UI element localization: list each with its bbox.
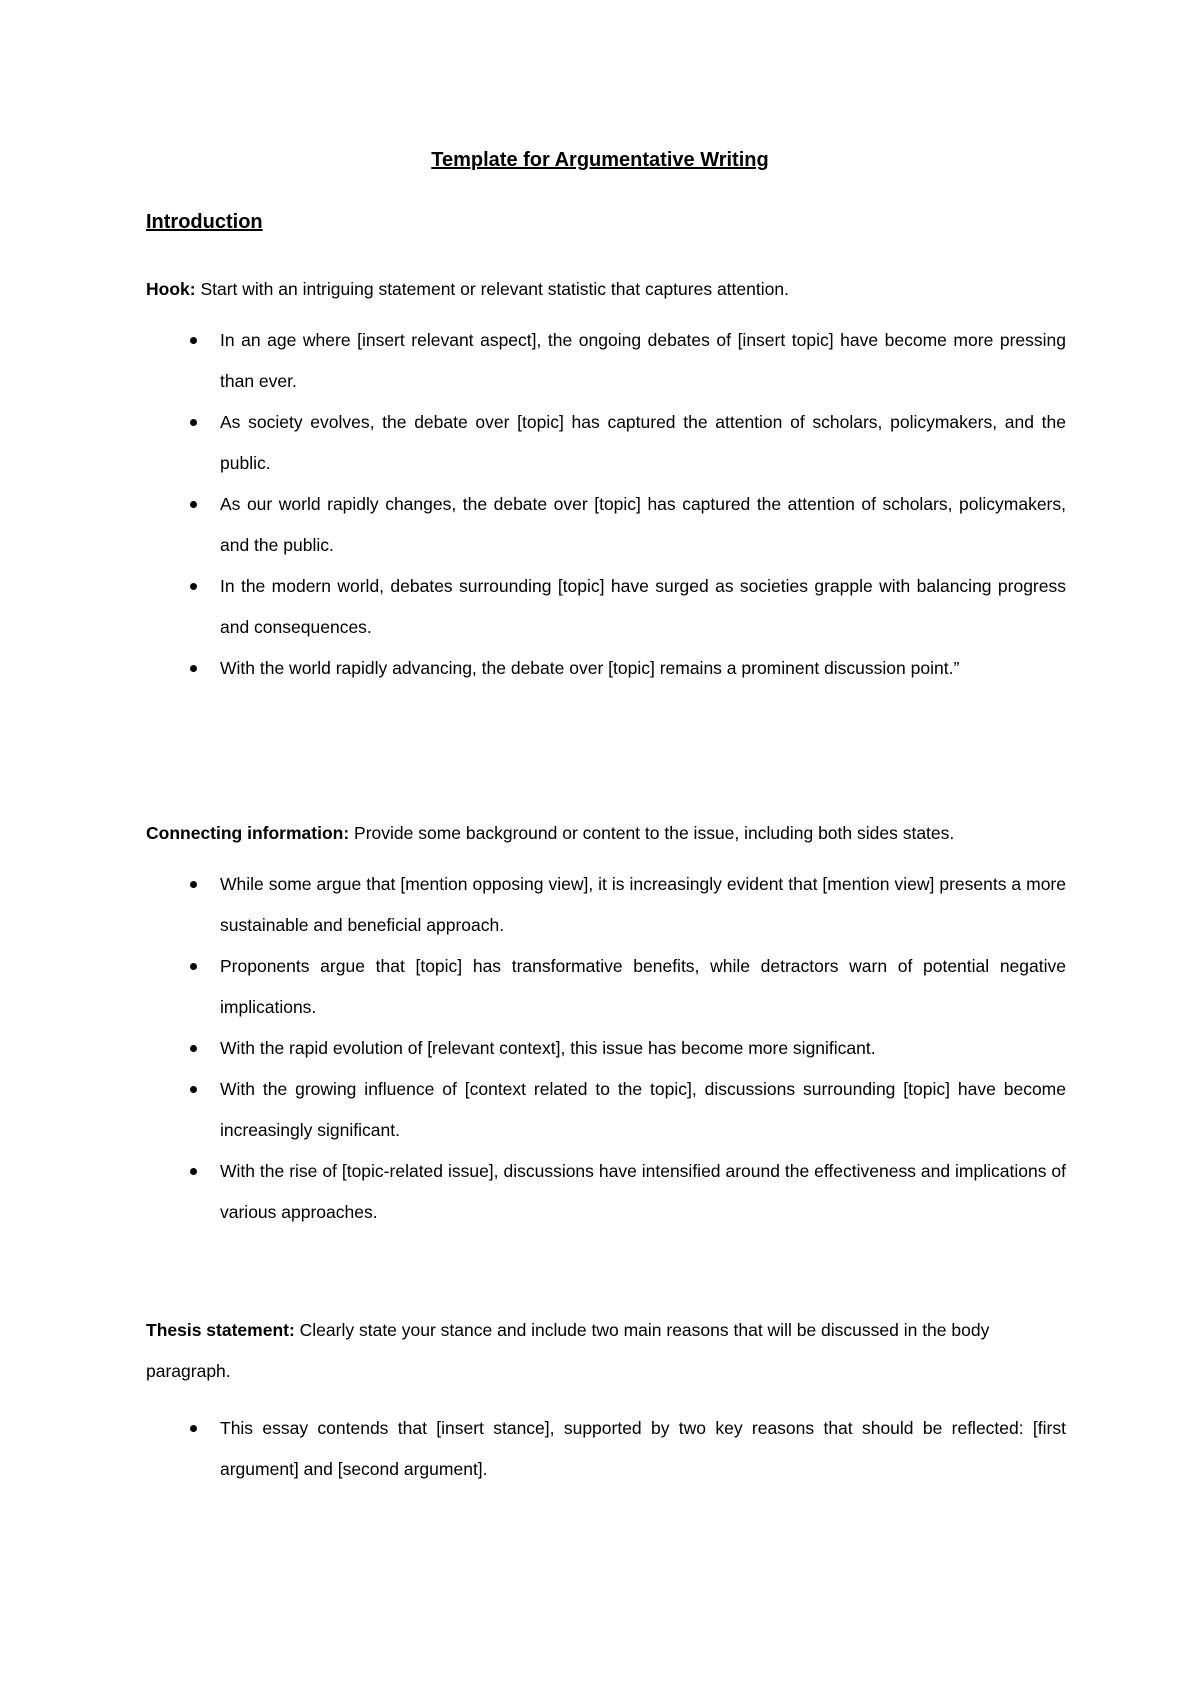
connecting-info-lead: Connecting information: — [146, 823, 350, 843]
bullet-text: With the growing influence of [context related to the topic], discussions surrounding [topic] have become increasingly significant. — [220, 1079, 1066, 1140]
hook-lead: Hook: — [146, 279, 196, 299]
bullet-text: This essay contends that [insert stance], supported by two key reasons that should be reflected: [first argument] and [second argument]. — [220, 1418, 1066, 1479]
thesis-statement-lead: Thesis statement: — [146, 1320, 295, 1340]
thesis-statement-text: Clearly state your stance and include two main reasons that will be discussed in the body paragraph. — [146, 1320, 990, 1381]
list-item — [146, 320, 1066, 402]
list-item — [146, 1028, 1066, 1069]
bullet-text: With the rapid evolution of [relevant context], this issue has become more significant. — [220, 1038, 876, 1058]
bullet-text: In the modern world, debates surrounding [topic] have surged as societies grapple with balancing progress and consequences. — [220, 576, 1066, 637]
bullet-icon — [190, 963, 197, 970]
hook-bullet-list — [146, 320, 1066, 689]
hook-text: Start with an intriguing statement or relevant statistic that captures attention. — [195, 279, 789, 299]
bullet-icon — [190, 1086, 197, 1093]
connecting-info-text: Provide some background or content to the issue, including both sides states. — [349, 823, 955, 843]
section-heading-introduction: Introduction — [146, 211, 263, 233]
bullet-text: In an age where [insert relevant aspect], the ongoing debates of [insert topic] have become more pressing than ever. — [220, 330, 1066, 391]
thesis-bullet-list — [146, 1408, 1066, 1490]
bullet-text: Proponents argue that [topic] has transformative benefits, while detractors warn of potential negative implications. — [220, 956, 1066, 1017]
hook-prompt — [146, 269, 1066, 310]
bullet-text: While some argue that [mention opposing view], it is increasingly evident that [mention view] presents a more sustainable and beneficial approach. — [220, 874, 1066, 935]
document-title: Template for Argumentative Writing — [431, 149, 769, 171]
list-item — [146, 484, 1066, 566]
bullet-icon — [190, 881, 197, 888]
list-item — [146, 1151, 1066, 1233]
list-item — [146, 566, 1066, 648]
list-item — [146, 864, 1066, 946]
bullet-icon — [190, 665, 197, 672]
thesis-statement-prompt — [146, 1310, 1066, 1392]
list-item — [146, 1069, 1066, 1151]
bullet-text: As society evolves, the debate over [topic] has captured the attention of scholars, policymakers, and the public. — [220, 412, 1066, 473]
list-item — [146, 1408, 1066, 1490]
list-item — [146, 946, 1066, 1028]
bullet-icon — [190, 1168, 197, 1175]
bullet-icon — [190, 583, 197, 590]
bullet-text: As our world rapidly changes, the debate over [topic] has captured the attention of scholars, policymakers, and the public. — [220, 494, 1066, 555]
list-item — [146, 648, 1066, 689]
bullet-icon — [190, 1425, 197, 1432]
bullet-text: With the rise of [topic-related issue], discussions have intensified around the effectiveness and implications of various approaches. — [220, 1161, 1066, 1222]
bullet-icon — [190, 337, 197, 344]
bullet-icon — [190, 501, 197, 508]
connecting-info-prompt — [146, 813, 1066, 854]
bullet-icon — [190, 1045, 197, 1052]
list-item — [146, 402, 1066, 484]
bullet-text: With the world rapidly advancing, the debate over [topic] remains a prominent discussion point.” — [220, 658, 960, 678]
bullet-icon — [190, 419, 197, 426]
connecting-info-bullet-list — [146, 864, 1066, 1233]
